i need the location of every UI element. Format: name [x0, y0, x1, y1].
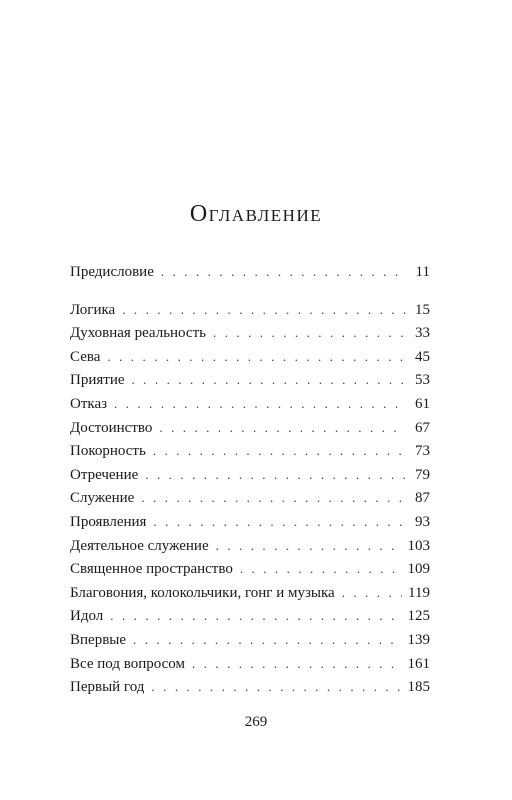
- toc-entry-title: Логика: [70, 301, 116, 318]
- dot-leader: [161, 260, 406, 284]
- page-number: 269: [244, 714, 268, 730]
- page-title: Оглавление: [189, 201, 323, 227]
- toc-entry-page: 93: [415, 513, 430, 530]
- dot-leader: [114, 392, 406, 416]
- toc-entry: [70, 557, 430, 581]
- toc-entry: [70, 675, 430, 699]
- toc-entry-page: 109: [407, 561, 430, 578]
- toc-entry-page: 61: [415, 395, 430, 412]
- dot-leader: [153, 510, 406, 534]
- dot-leader: [342, 581, 402, 605]
- dot-leader: [240, 557, 402, 581]
- toc-entry: [70, 534, 430, 558]
- dot-leader: [107, 345, 406, 369]
- toc-entry-title: Впервые: [70, 631, 127, 648]
- toc-entry: [70, 368, 430, 392]
- toc-entry-title: Отказ: [70, 395, 108, 412]
- toc-entry: [70, 581, 430, 605]
- dot-leader: [122, 298, 406, 322]
- toc-entry-page: 185: [407, 679, 430, 696]
- toc-entry-title: Все под вопросом: [70, 655, 185, 672]
- toc-entry-title: Приятие: [70, 372, 125, 389]
- toc-entry-page: 79: [415, 466, 430, 483]
- toc-entry: [70, 321, 430, 345]
- dot-leader: [153, 439, 406, 463]
- toc-entry-title: Служение: [70, 490, 135, 507]
- toc-entry-page: 67: [415, 419, 430, 436]
- toc-entry-title: Проявления: [70, 513, 147, 530]
- toc-entry: [70, 486, 430, 510]
- toc-entry-page: 139: [407, 631, 430, 648]
- dot-leader: [216, 534, 402, 558]
- toc-entry-title: Первый год: [70, 679, 145, 696]
- dot-leader: [192, 652, 402, 676]
- toc-entry-page: 53: [415, 372, 430, 389]
- toc-entry: [70, 652, 430, 676]
- dot-leader: [141, 486, 406, 510]
- dot-leader: [151, 675, 401, 699]
- toc-entry-title: Духовная реальность: [70, 325, 206, 342]
- toc-entry-title: Отречение: [70, 466, 139, 483]
- toc-entry-page: 161: [407, 655, 430, 672]
- toc-entry-page: 33: [415, 325, 430, 342]
- dot-leader: [213, 321, 406, 345]
- toc-entry: [70, 416, 430, 440]
- dot-leader: [110, 604, 401, 628]
- toc-entry-page: 103: [407, 537, 430, 554]
- dot-leader: [133, 628, 401, 652]
- dot-leader: [145, 463, 406, 487]
- toc-entry: [70, 604, 430, 628]
- toc-entry-page: 73: [415, 443, 430, 460]
- toc-entry-title: Достоинство: [70, 419, 153, 436]
- dot-leader: [159, 416, 406, 440]
- toc-entry: [70, 392, 430, 416]
- toc-entry: [70, 628, 430, 652]
- toc-entry: [70, 510, 430, 534]
- toc-entry: [70, 260, 430, 284]
- toc-entry-title: Деятельное служение: [70, 537, 209, 554]
- toc-entry: [70, 463, 430, 487]
- toc-entry-title: Сева: [70, 348, 101, 365]
- toc-entry-title: Предисловие: [70, 264, 154, 280]
- dot-leader: [132, 368, 407, 392]
- toc-entry: [70, 345, 430, 369]
- table-of-contents: [70, 260, 430, 699]
- toc-entry-page: 87: [415, 490, 430, 507]
- toc-entry-title: Священное пространство: [70, 561, 233, 578]
- toc-entry-page: 11: [415, 264, 430, 280]
- toc-entry-page: 15: [415, 301, 430, 318]
- toc-entry-page: 45: [415, 348, 430, 365]
- toc-entry-page: 119: [408, 584, 430, 601]
- toc-entry-title: Благовония, колокольчики, гонг и музыка: [70, 584, 335, 601]
- toc-entry-title: Покорность: [70, 443, 146, 460]
- toc-entry-page: 125: [407, 608, 430, 625]
- toc-entry-title: Идол: [70, 608, 104, 625]
- toc-entry: [70, 298, 430, 322]
- toc-entry: [70, 439, 430, 463]
